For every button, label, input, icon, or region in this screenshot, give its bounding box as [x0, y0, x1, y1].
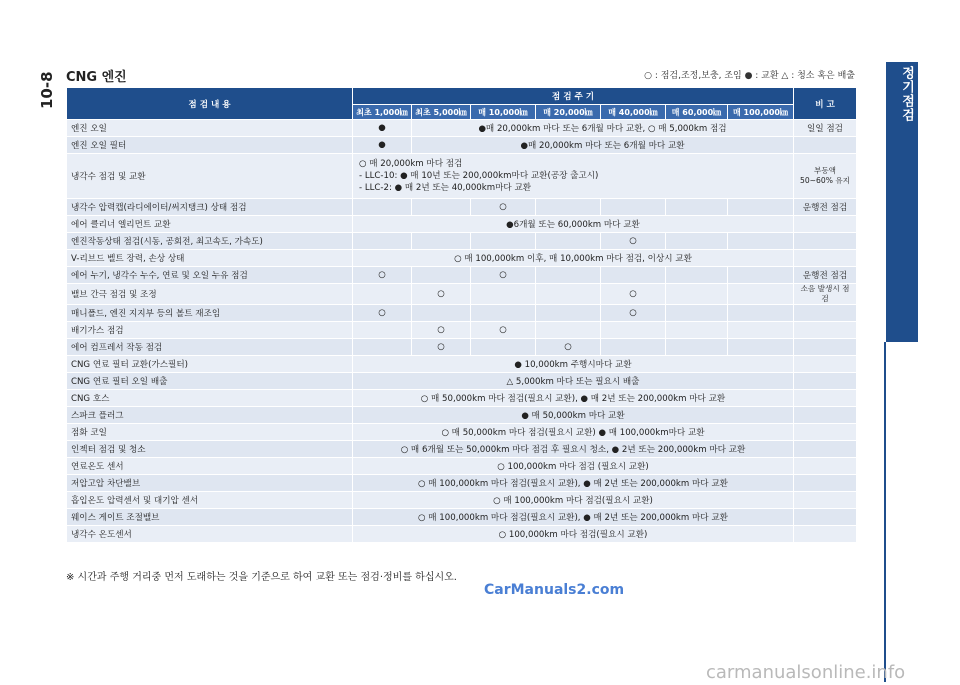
- row-note: [794, 424, 857, 441]
- row-cell: [666, 339, 728, 356]
- row-cell: [666, 305, 728, 322]
- row-cell: [471, 339, 536, 356]
- row-cell: [728, 267, 794, 284]
- row-cell: [353, 284, 412, 305]
- interval-header: 매 100,000㎞: [728, 105, 794, 120]
- table-row: [67, 475, 857, 492]
- row-note: [794, 492, 857, 509]
- row-cell: [601, 267, 666, 284]
- row-item: CNG 호스: [67, 390, 353, 407]
- row-cell: [353, 233, 412, 250]
- row-cell: [601, 339, 666, 356]
- row-item: 냉각수 압력캡(라디에이터/써지탱크) 상태 점검: [67, 199, 353, 216]
- row-cell: [471, 284, 536, 305]
- table-row: [67, 373, 857, 390]
- row-note: [794, 407, 857, 424]
- row-item: 냉각수 온도센서: [67, 526, 353, 543]
- row-cell: [353, 339, 412, 356]
- row-note: [794, 458, 857, 475]
- schedule-line: - LLC-10: ● 매 10년 또는 200,000km마다 교환(공장 출고시): [359, 171, 599, 181]
- row-cell: ●: [353, 137, 412, 154]
- watermark-text: carmanualsonline.info: [706, 662, 906, 683]
- row-schedule: ○ 매 50,000km 마다 점검(필요시 교환) ● 매 100,000km마다 교환: [353, 424, 794, 441]
- section-tab-label: 정기점검: [899, 66, 914, 122]
- table-row: [67, 407, 857, 424]
- table-row: [67, 356, 857, 373]
- row-schedule: ○ 매 6개월 또는 50,000km 마다 점검 후 필요시 청소, ● 2년 또는 200,000km 마다 교환: [353, 441, 794, 458]
- table-row: [67, 424, 857, 441]
- row-note: [794, 233, 857, 250]
- row-cell: [353, 322, 412, 339]
- row-note: [794, 509, 857, 526]
- row-note: [794, 137, 857, 154]
- row-schedule: ● 매 50,000km 마다 교환: [353, 407, 794, 424]
- row-schedule: ○ 100,000km 마다 점검(필요시 교환): [353, 526, 794, 543]
- row-cell: [412, 233, 471, 250]
- row-item: 흡입온도 압력센서 및 대기압 센서: [67, 492, 353, 509]
- table-row: [67, 441, 857, 458]
- row-item: 에어 클리너 엘리먼트 교환: [67, 216, 353, 233]
- table-body: [67, 120, 857, 543]
- table-row: [67, 120, 857, 137]
- row-cell: [536, 199, 601, 216]
- table-row: [67, 509, 857, 526]
- row-cell: [536, 322, 601, 339]
- row-note: [794, 373, 857, 390]
- row-cell: [666, 199, 728, 216]
- footnote: ※ 시간과 주행 거리중 먼저 도래하는 것을 기준으로 하여 교환 또는 점검·정비를 하십시오.: [66, 572, 457, 583]
- row-item: 매니폴드, 엔진 지지부 등의 볼트 재조임: [67, 305, 353, 322]
- interval-header: 최초 1,000㎞: [353, 105, 412, 120]
- row-item: 밸브 간극 점검 및 조정: [67, 284, 353, 305]
- row-cell: ○: [353, 267, 412, 284]
- row-cell: [601, 199, 666, 216]
- interval-header: 매 60,000㎞: [666, 105, 728, 120]
- header-note: 비 고: [794, 88, 857, 120]
- row-cell: [412, 305, 471, 322]
- table-row: [67, 137, 857, 154]
- row-schedule: ○ 매 50,000km 마다 점검(필요시 교환), ● 매 2년 또는 200,000km 마다 교환: [353, 390, 794, 407]
- table-row: [67, 216, 857, 233]
- side-rule: [884, 342, 886, 682]
- row-note: [794, 322, 857, 339]
- row-cell: ○: [601, 233, 666, 250]
- row-note: [794, 441, 857, 458]
- row-note: [794, 356, 857, 373]
- row-cell: [666, 284, 728, 305]
- row-cell: ○: [601, 284, 666, 305]
- row-note: 운행전 점검: [794, 267, 857, 284]
- row-item: V-리브드 벨트 장력, 손상 상태: [67, 250, 353, 267]
- row-item: 배기가스 점검: [67, 322, 353, 339]
- row-item: CNG 연료 필터 오일 배출: [67, 373, 353, 390]
- row-schedule: ●6개월 또는 60,000km 마다 교환: [353, 216, 794, 233]
- row-note: 일일 점검: [794, 120, 857, 137]
- row-cell: ○: [536, 339, 601, 356]
- row-item: 엔진작동상태 점검(시동, 공회전, 최고속도, 가속도): [67, 233, 353, 250]
- row-item: 에어 컴프레서 작동 점검: [67, 339, 353, 356]
- row-item: 저압고압 차단밸브: [67, 475, 353, 492]
- table-row: [67, 458, 857, 475]
- row-schedule: ●매 20,000km 마다 또는 6개월 마다 교환: [412, 137, 794, 154]
- row-cell: [666, 233, 728, 250]
- row-item: 에어 누기, 냉각수 누수, 연료 및 오일 누유 점검: [67, 267, 353, 284]
- row-cell: ○: [412, 339, 471, 356]
- row-item: 점화 코일: [67, 424, 353, 441]
- table-row: [67, 267, 857, 284]
- row-cell: [666, 267, 728, 284]
- row-note: [794, 216, 857, 233]
- row-cell: [728, 339, 794, 356]
- symbol-legend: ○ : 점검,조정,보충, 조임 ● : 교환 △ : 청소 혹은 배출: [644, 71, 855, 81]
- row-note: [794, 339, 857, 356]
- table-row: [67, 339, 857, 356]
- row-item: 엔진 오일 필터: [67, 137, 353, 154]
- table-row: [67, 233, 857, 250]
- table-row: [67, 526, 857, 543]
- row-schedule: △ 5,000km 마다 또는 필요시 배출: [353, 373, 794, 390]
- row-cell: [728, 233, 794, 250]
- row-note: [794, 305, 857, 322]
- table-row: [67, 250, 857, 267]
- row-schedule: ○ 매 100,000km 마다 점검(필요시 교환), ● 매 2년 또는 200,000km 마다 교환: [353, 475, 794, 492]
- row-note: [794, 526, 857, 543]
- row-note: 운행전 점검: [794, 199, 857, 216]
- page-title: CNG 엔진: [66, 70, 127, 85]
- table-row: [67, 284, 857, 305]
- row-cell: [536, 305, 601, 322]
- row-note: [794, 250, 857, 267]
- row-cell: [353, 199, 412, 216]
- row-schedule: ○ 매 100,000km 마다 점검(필요시 교환): [353, 492, 794, 509]
- maintenance-table: [66, 87, 857, 543]
- row-cell: [536, 233, 601, 250]
- row-cell: [728, 199, 794, 216]
- row-cell: ●: [353, 120, 412, 137]
- row-cell: ○: [412, 322, 471, 339]
- row-cell: [412, 199, 471, 216]
- row-cell: ○: [471, 199, 536, 216]
- row-cell: ○: [471, 267, 536, 284]
- row-note: 소음 발생시 점검: [794, 284, 857, 305]
- row-note: 부동액50~60% 유지: [794, 154, 857, 199]
- table-row: [67, 154, 857, 199]
- row-schedule: ● 10,000km 주행시마다 교환: [353, 356, 794, 373]
- row-schedule: ○ 매 100,000km 마다 점검(필요시 교환), ● 매 2년 또는 200,000km 마다 교환: [353, 509, 794, 526]
- table-row: [67, 322, 857, 339]
- row-cell: [536, 284, 601, 305]
- row-schedule: ○ 매 100,000km 이후, 매 10,000km 마다 점검, 이상시 교환: [353, 250, 794, 267]
- row-schedule: ●매 20,000km 마다 또는 6개월 마다 교환, ○ 매 5,000km 점검: [412, 120, 794, 137]
- row-item: 엔진 오일: [67, 120, 353, 137]
- watermark-link[interactable]: CarManuals2.com: [484, 582, 625, 598]
- interval-header: 매 20,000㎞: [536, 105, 601, 120]
- interval-header: 매 40,000㎞: [601, 105, 666, 120]
- schedule-line: ○ 매 20,000km 마다 점검: [359, 159, 463, 169]
- row-cell: [471, 233, 536, 250]
- table-row: [67, 390, 857, 407]
- row-item: 인젝터 점검 및 청소: [67, 441, 353, 458]
- header-item: 점 검 내 용: [67, 88, 353, 120]
- row-cell: [666, 322, 728, 339]
- row-cell: [728, 305, 794, 322]
- interval-header: 매 10,000㎞: [471, 105, 536, 120]
- row-schedule: ○ 100,000km 마다 점검 (필요시 교환): [353, 458, 794, 475]
- row-item: 냉각수 점검 및 교환: [67, 154, 353, 199]
- header-period: 점 검 주 기: [353, 88, 794, 105]
- row-cell: ○: [353, 305, 412, 322]
- row-cell: ○: [601, 305, 666, 322]
- row-note: [794, 390, 857, 407]
- row-cell: [412, 267, 471, 284]
- row-cell: [728, 284, 794, 305]
- row-item: CNG 연료 필터 교환(가스필터): [67, 356, 353, 373]
- row-cell: [536, 267, 601, 284]
- row-cell: ○: [412, 284, 471, 305]
- interval-header: 최초 5,000㎞: [412, 105, 471, 120]
- row-note: [794, 475, 857, 492]
- row-cell: ○: [471, 322, 536, 339]
- row-item: 웨이스 게이트 조절밸브: [67, 509, 353, 526]
- row-item: 연료온도 센서: [67, 458, 353, 475]
- row-cell: [601, 322, 666, 339]
- table-row: [67, 199, 857, 216]
- page-number: 10-8: [38, 71, 56, 109]
- table-row: [67, 305, 857, 322]
- row-schedule: [353, 154, 794, 199]
- row-cell: [471, 305, 536, 322]
- schedule-line: - LLC-2: ● 매 2년 또는 40,000km마다 교환: [359, 183, 532, 193]
- row-cell: [728, 322, 794, 339]
- row-item: 스파크 플러그: [67, 407, 353, 424]
- table-row: [67, 492, 857, 509]
